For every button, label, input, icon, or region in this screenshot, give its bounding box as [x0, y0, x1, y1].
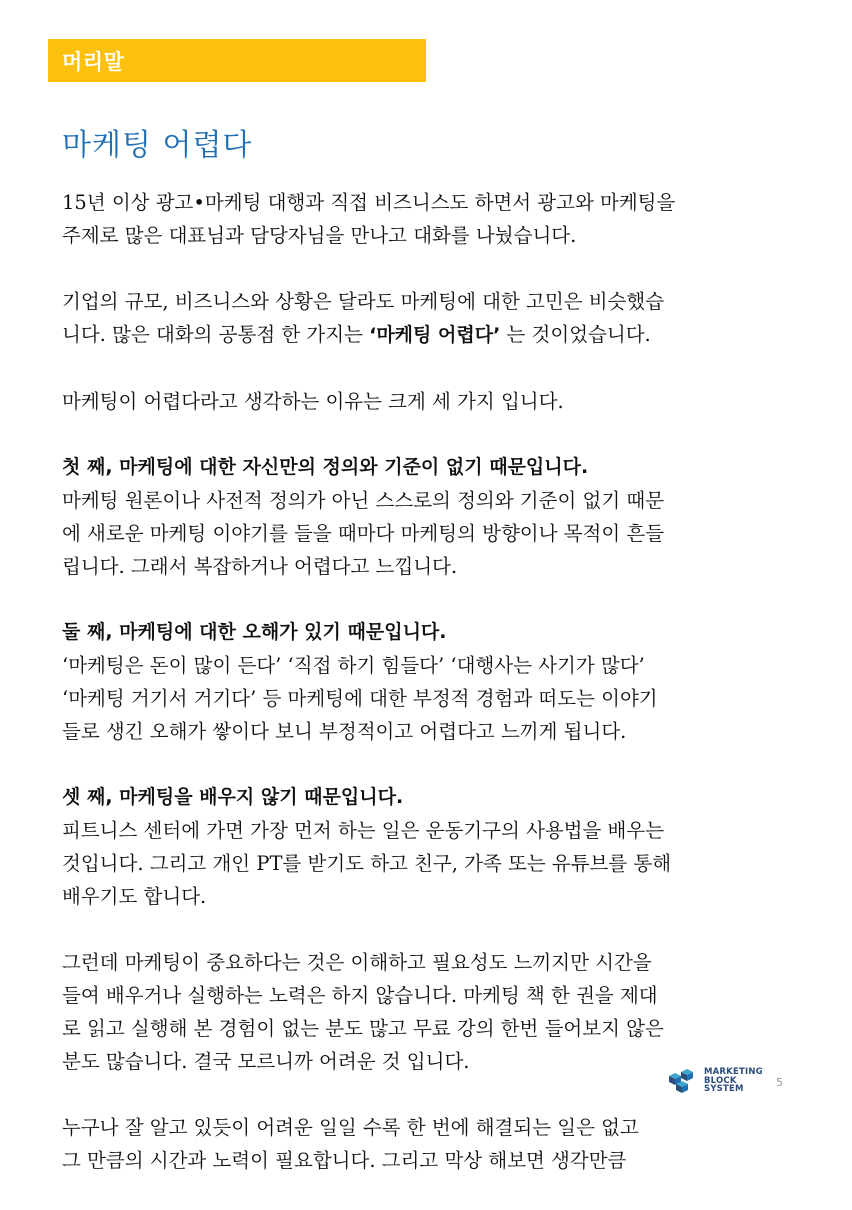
learning-line: 분도 많습니다. 결국 모르니까 어려운 것 입니다.	[62, 1050, 470, 1073]
closing-line: 그 만큼의 시간과 노력이 필요합니다. 그리고 막상 해보면 생각만큼	[62, 1149, 627, 1172]
common-concern-paragraph	[62, 285, 802, 352]
learning-paragraph	[62, 946, 802, 1078]
learning-line: 로 읽고 실행해 본 경험이 없는 분도 많고 무료 강의 한번 들어보지 않은	[62, 1017, 664, 1040]
reason-three	[62, 781, 802, 913]
logo-wordmark	[704, 1068, 763, 1094]
reason-three-line: 피트니스 센터에 가면 가장 먼저 하는 일은 운동기구의 사용법을 배우는	[62, 819, 665, 842]
logo-line: BLOCK	[704, 1075, 737, 1086]
closing-paragraph	[62, 1111, 802, 1177]
concern-line	[62, 318, 802, 352]
reason-three-heading: 셋 째, 마케팅을 배우지 않기 때문입니다.	[62, 786, 404, 808]
concern-line: 기업의 규모, 비즈니스와 상황은 달라도 마케팅에 대한 고민은 비슷했습	[62, 290, 665, 313]
learning-line: 들여 배우거나 실행하는 노력은 하지 않습니다. 마케팅 책 한 권을 제대	[62, 984, 658, 1007]
reason-two-line: 들로 생긴 오해가 쌓이다 보니 부정적이고 어렵다고 느끼게 됩니다.	[62, 720, 627, 743]
body-text	[62, 186, 802, 1210]
reason-two-line: ‘마케팅은 돈이 많이 든다’ ‘직접 하기 힘들다’ ‘대행사는 사기가 많다’	[62, 654, 645, 677]
footer-logo	[666, 1068, 763, 1094]
section-tag-label: 머리말	[62, 49, 125, 74]
concern-line-suffix: 는 것이었습니다.	[500, 323, 651, 346]
concern-emphasis: ‘마케팅 어렵다’	[369, 324, 501, 346]
reasons-intro-line: 마케팅이 어렵다라고 생각하는 이유는 크게 세 가지 입니다.	[62, 390, 564, 413]
reason-two-line: ‘마케팅 거기서 거기다’ 등 마케팅에 대한 부정적 경험과 떠도는 이야기	[62, 687, 658, 710]
page-title: 마케팅 어렵다	[62, 128, 253, 163]
logo-line: SYSTEM	[704, 1084, 744, 1095]
reason-three-line: 것입니다. 그리고 개인 PT를 받기도 하고 친구, 가족 또는 유튜브를 통해	[62, 852, 672, 875]
page-number: 5	[776, 1076, 783, 1089]
logo-line: MARKETING	[704, 1067, 763, 1078]
reason-one-line: 에 새로운 마케팅 이야기를 들을 때마다 마케팅의 방향이나 목적이 흔들	[62, 522, 665, 545]
reason-two	[62, 616, 802, 748]
intro-line: 주제로 많은 대표님과 담당자님을 만나고 대화를 나눴습니다.	[62, 224, 577, 247]
reason-two-heading: 둘 째, 마케팅에 대한 오해가 있기 때문입니다.	[62, 621, 447, 643]
reason-one-line: 립니다. 그래서 복잡하거나 어렵다고 느낍니다.	[62, 555, 458, 578]
three-reasons-intro	[62, 385, 802, 418]
concern-line-prefix: 니다. 많은 대화의 공통점 한 가지는	[62, 323, 370, 346]
reason-one	[62, 451, 802, 583]
reason-one-heading: 첫 째, 마케팅에 대한 자신만의 정의와 기준이 없기 때문입니다.	[62, 456, 589, 478]
learning-line: 그런데 마케팅이 중요하다는 것은 이해하고 필요성도 느끼지만 시간을	[62, 951, 652, 974]
section-tag	[48, 39, 426, 82]
intro-paragraph	[62, 186, 802, 252]
reason-one-line: 마케팅 원론이나 사전적 정의가 아닌 스스로의 정의와 기준이 없기 때문	[62, 489, 665, 512]
closing-line: 누구나 잘 알고 있듯이 어려운 일일 수록 한 번에 해결되는 일은 없고	[62, 1116, 639, 1139]
block-cube-icon	[666, 1068, 700, 1094]
reason-three-line: 배우기도 합니다.	[62, 885, 207, 908]
intro-line: 15년 이상 광고•마케팅 대행과 직접 비즈니스도 하면서 광고와 마케팅을	[62, 191, 676, 214]
